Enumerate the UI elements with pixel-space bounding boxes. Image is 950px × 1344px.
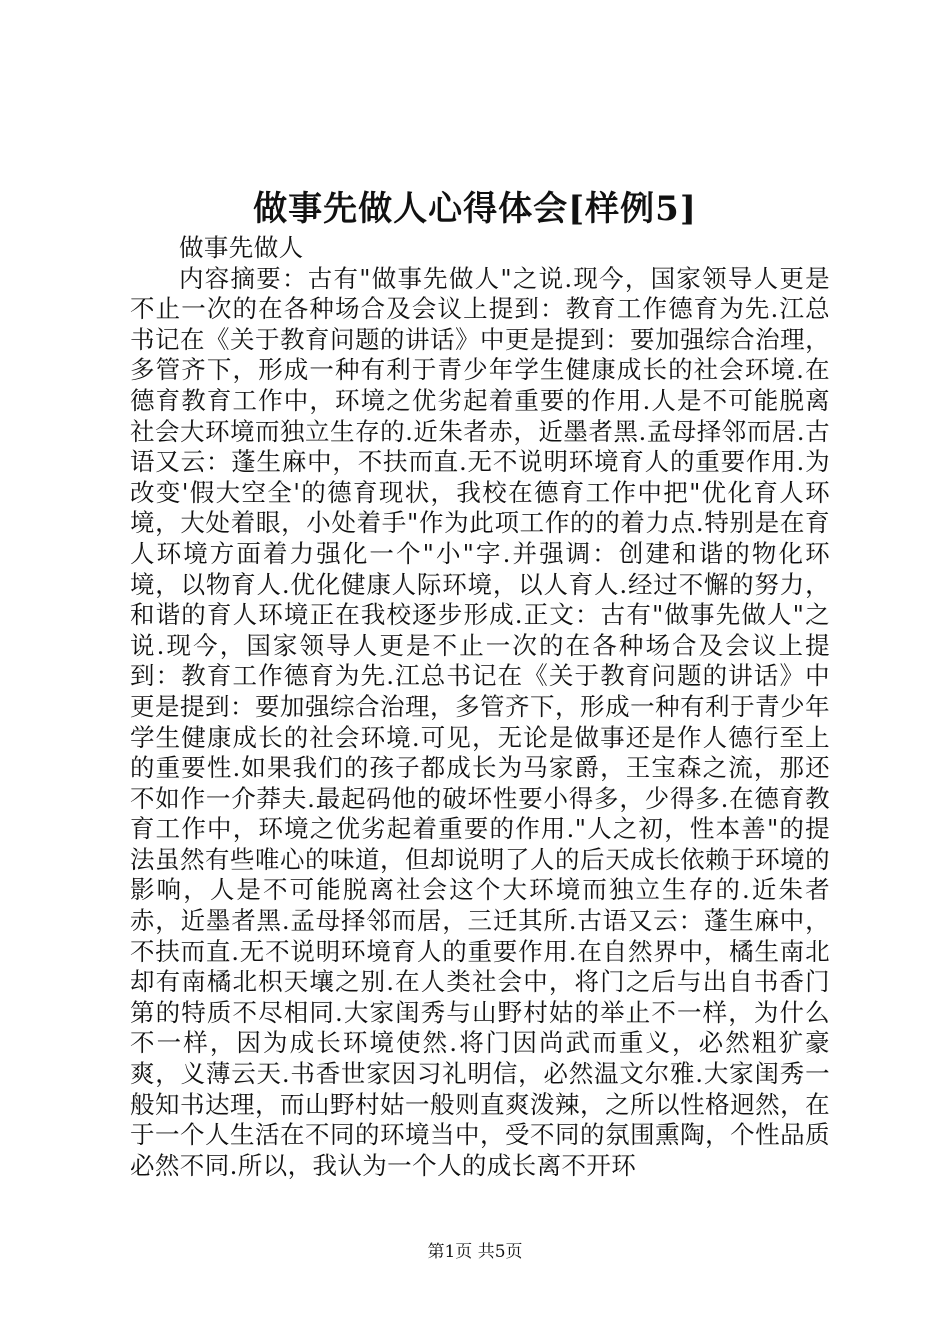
document-subtitle: 做事先做人 bbox=[179, 233, 304, 262]
document-title: 做事先做人心得体会[样例5] bbox=[253, 189, 697, 229]
page-number-footer: 第1页 共5页 bbox=[427, 1242, 523, 1262]
body-paragraph: 内容摘要：古有"做事先做人"之说.现今，国家领导人更是不止一次的在各种场合及会议上提到：教育工作德育为先.江总书记在《关于教育问题的讲话》中更是提到：要加强综合治理，多管齐下，形成一种有利于青少年学生健康成长的社会环境.在德育教育工作中，环境之优劣起着重要的作用.人是不可能脱离社会大环境而独立生存的.近朱者赤，近墨者黑.孟母择邻而居.古语又云：蓬生麻中，不扶而直.无不说明环境育人的重要作用.为改变'假大空全'的德育现状，我校在德育工作中把"优化育人环境，大处着眼，小处着手"作为此项工作的的着力点.特别是在育人环境方面着力强化一个"小"字.并强调：创建和谐的物化环境，以物育人.优化健康人际环境，以人育人.经过不懈的努力，和谐的育人环境正在我校逐步形成.正文：古有"做事先做人"之说.现今，国家领导人更是不止一次的在各种场合及会议上提到：教育工作德育为先.江总书记在《关于教育问题的讲话》中更是提到：要加强综合治理，多管齐下，形成一种有利于青少年学生健康成长的社会环境.可见，无论是做事还是作人德行至上的重要性.如果我们的孩子都成长为马家爵，王宝森之流，那还不如作一介莽夫.最起码他的破坏性要小得多，少得多.在德育教育工作中，环境之优劣起着重要的作用."人之初，性本善"的提法虽然有些唯心的味道，但却说明了人的后天成长依赖于环境的影响，人是不可能脱离社会这个大环境而独立生存的.近朱者赤，近墨者黑.孟母择邻而居，三迁其所.古语又云：蓬生麻中，不扶而直.无不说明环境育人的重要作用.在自然界中，橘生南北却有南橘北枳天壤之别.在人类社会中，将门之后与出自书香门第的特质不尽相同.大家闺秀与山野村姑的举止不一样，为什么不一样，因为成长环境使然.将门因尚武而重义，必然粗犷豪爽，义薄云天.书香世家因习礼明信，必然温文尔雅.大家闺秀一般知书达理，而山野村姑一般则直爽泼辣，之所以性格迥然，在于一个人生活在不同的环境当中，受不同的氛围熏陶，个性品质必然不同.所以，我认为一个人的成长离不开环 bbox=[130, 263, 830, 1180]
document-body bbox=[130, 233, 830, 1181]
